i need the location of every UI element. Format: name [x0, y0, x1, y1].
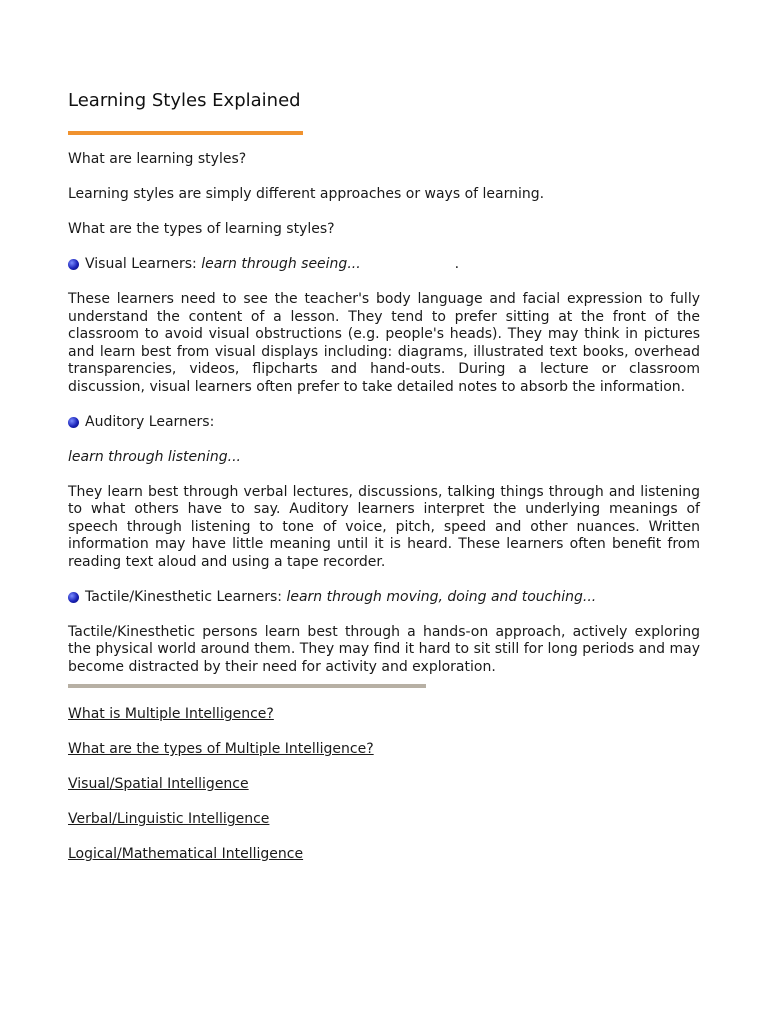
link-item [68, 741, 700, 759]
related-links-list [68, 706, 700, 864]
visual-learners-label: Visual Learners: [85, 256, 197, 272]
link-types-of-multiple-intelligence[interactable]: What are the types of Multiple Intelligence? [68, 741, 374, 757]
link-item [68, 706, 700, 724]
auditory-learners-tagline: learn through listening... [68, 448, 241, 465]
link-item [68, 776, 700, 794]
tactile-learners-heading [68, 589, 700, 607]
link-visual-spatial-intelligence[interactable]: Visual/Spatial Intelligence [68, 776, 249, 792]
auditory-learners-label: Auditory Learners: [85, 413, 215, 430]
question-learning-styles: What are learning styles? [68, 151, 247, 167]
link-item [68, 811, 700, 829]
question-types-of-learning-styles: What are the types of learning styles? [68, 221, 335, 237]
bullet-icon [68, 417, 79, 428]
document-content [68, 88, 700, 881]
link-item [68, 846, 700, 864]
visual-learners-body: These learners need to see the teacher's body language and facial expression to fully understand the content of a lesson. They tend to prefer sitting at the front of the classroom to avoid visual obstructions (e.g. people's heads). They may think in pictures and learn best from visual displays including: diagrams, illustrated text books, overhead transparencies, videos, flipcharts and hand-outs. During a lecture or classroom discussion, visual learners often prefer to take detailed notes to absorb the information. [68, 291, 700, 395]
visual-learners-heading [68, 256, 700, 274]
bullet-icon [68, 259, 79, 270]
bullet-icon [68, 592, 79, 603]
section-divider-rule [68, 684, 426, 688]
title-underline-rule [68, 131, 303, 135]
page-title: Learning Styles Explained [68, 90, 301, 111]
tactile-learners-tagline: learn through moving, doing and touching... [286, 588, 597, 605]
answer-learning-styles: Learning styles are simply different approaches or ways of learning. [68, 186, 545, 202]
link-logical-mathematical-intelligence[interactable]: Logical/Mathematical Intelligence [68, 846, 304, 862]
auditory-learners-body: They learn best through verbal lectures, discussions, talking things through and listening to what others have to say. Auditory learners interpret the underlying meanings of speech through listening to tone of voice, pitch, speed and other nuances. Written information may have little meaning until it is heard. These learners often benefit from reading text aloud and using a tape recorder. [68, 483, 700, 570]
auditory-learners-heading [68, 414, 700, 432]
visual-learners-tagline: learn through seeing... [201, 256, 361, 272]
tactile-learners-label: Tactile/Kinesthetic Learners: [85, 588, 282, 605]
link-verbal-linguistic-intelligence[interactable]: Verbal/Linguistic Intelligence [68, 811, 270, 827]
tactile-learners-body: Tactile/Kinesthetic persons learn best through a hands-on approach, actively exploring the physical world around them. They may find it hard to sit still for long periods and may become distracted by their need for activity and exploration. [68, 623, 700, 675]
link-what-is-multiple-intelligence[interactable]: What is Multiple Intelligence? [68, 706, 274, 722]
visual-learners-trailing-dot: . [454, 256, 460, 272]
